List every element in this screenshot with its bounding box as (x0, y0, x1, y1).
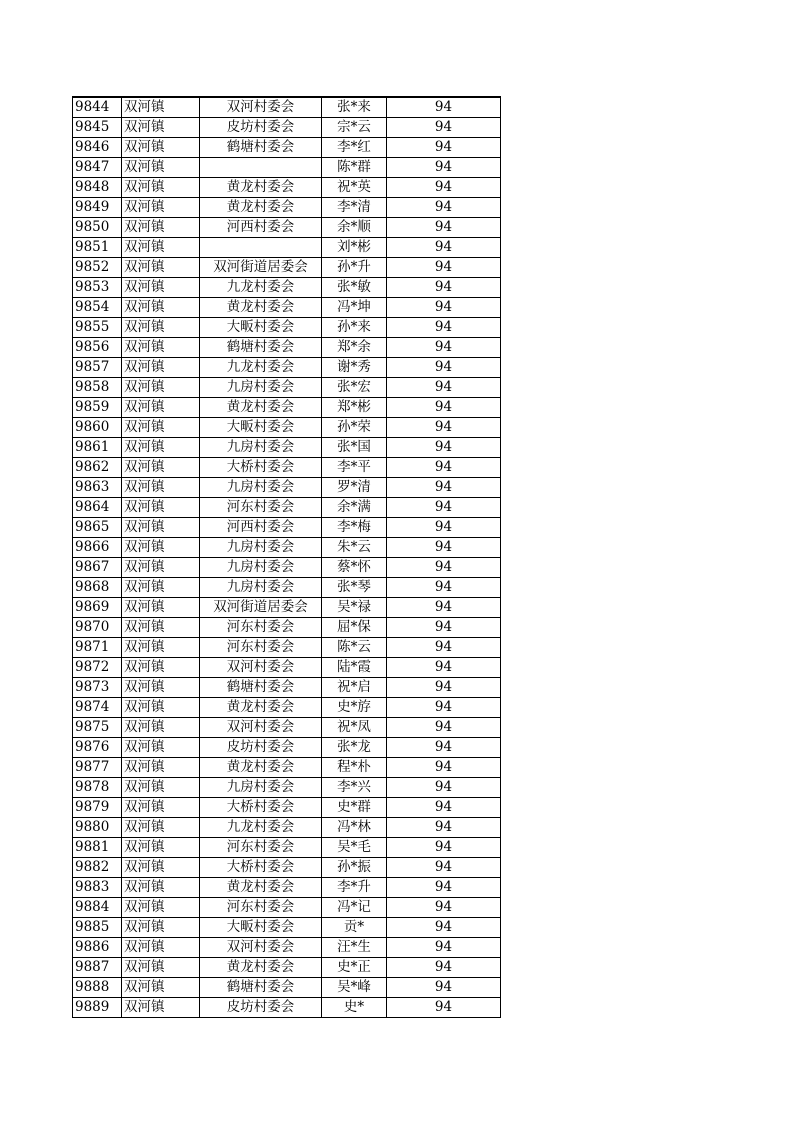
cell-town: 双河镇 (122, 658, 200, 678)
cell-score: 94 (387, 218, 501, 238)
cell-village: 双河村委会 (200, 938, 322, 958)
cell-town: 双河镇 (122, 298, 200, 318)
cell-town: 双河镇 (122, 198, 200, 218)
table-row (73, 898, 501, 918)
cell-village (200, 158, 322, 178)
cell-id: 9879 (73, 798, 122, 818)
cell-name: 祝*英 (322, 178, 387, 198)
table-row (73, 118, 501, 138)
cell-score: 94 (387, 798, 501, 818)
cell-name: 史*正 (322, 958, 387, 978)
table-row (73, 418, 501, 438)
cell-name: 孙*振 (322, 858, 387, 878)
cell-score: 94 (387, 458, 501, 478)
cell-village: 河西村委会 (200, 518, 322, 538)
table-row (73, 198, 501, 218)
cell-village: 大畈村委会 (200, 318, 322, 338)
table-row (73, 958, 501, 978)
cell-town: 双河镇 (122, 518, 200, 538)
cell-village: 大畈村委会 (200, 418, 322, 438)
cell-id: 9847 (73, 158, 122, 178)
cell-score: 94 (387, 718, 501, 738)
cell-town: 双河镇 (122, 718, 200, 738)
table-row (73, 918, 501, 938)
table-row (73, 578, 501, 598)
cell-id: 9885 (73, 918, 122, 938)
cell-village: 皮坊村委会 (200, 118, 322, 138)
cell-score: 94 (387, 678, 501, 698)
cell-score: 94 (387, 638, 501, 658)
table-row (73, 838, 501, 858)
table-row (73, 818, 501, 838)
cell-name: 张*宏 (322, 378, 387, 398)
cell-village: 河东村委会 (200, 638, 322, 658)
table-row (73, 598, 501, 618)
cell-village: 河东村委会 (200, 618, 322, 638)
cell-town: 双河镇 (122, 978, 200, 998)
table-row (73, 978, 501, 998)
cell-town: 双河镇 (122, 938, 200, 958)
cell-id: 9882 (73, 858, 122, 878)
cell-score: 94 (387, 698, 501, 718)
cell-score: 94 (387, 938, 501, 958)
cell-id: 9881 (73, 838, 122, 858)
cell-name: 郑*余 (322, 338, 387, 358)
cell-village: 黄龙村委会 (200, 698, 322, 718)
cell-score: 94 (387, 738, 501, 758)
cell-id: 9857 (73, 358, 122, 378)
cell-id: 9870 (73, 618, 122, 638)
cell-score: 94 (387, 898, 501, 918)
cell-town: 双河镇 (122, 798, 200, 818)
cell-score: 94 (387, 618, 501, 638)
table-row (73, 238, 501, 258)
cell-id: 9850 (73, 218, 122, 238)
cell-id: 9861 (73, 438, 122, 458)
cell-score: 94 (387, 258, 501, 278)
cell-town: 双河镇 (122, 138, 200, 158)
cell-id: 9856 (73, 338, 122, 358)
cell-id: 9854 (73, 298, 122, 318)
cell-town: 双河镇 (122, 698, 200, 718)
cell-town: 双河镇 (122, 398, 200, 418)
cell-name: 孙*来 (322, 318, 387, 338)
cell-id: 9849 (73, 198, 122, 218)
cell-id: 9878 (73, 778, 122, 798)
cell-id: 9874 (73, 698, 122, 718)
table-row (73, 758, 501, 778)
cell-town: 双河镇 (122, 618, 200, 638)
cell-town: 双河镇 (122, 258, 200, 278)
cell-town: 双河镇 (122, 858, 200, 878)
cell-town: 双河镇 (122, 578, 200, 598)
cell-id: 9858 (73, 378, 122, 398)
cell-village: 黄龙村委会 (200, 758, 322, 778)
cell-town: 双河镇 (122, 218, 200, 238)
cell-village: 黄龙村委会 (200, 178, 322, 198)
cell-score: 94 (387, 438, 501, 458)
cell-town: 双河镇 (122, 898, 200, 918)
cell-score: 94 (387, 838, 501, 858)
cell-town: 双河镇 (122, 958, 200, 978)
table-row (73, 138, 501, 158)
cell-town: 双河镇 (122, 478, 200, 498)
cell-name: 祝*凤 (322, 718, 387, 738)
cell-village: 黄龙村委会 (200, 398, 322, 418)
cell-name: 宗*云 (322, 118, 387, 138)
cell-score: 94 (387, 818, 501, 838)
cell-score: 94 (387, 138, 501, 158)
cell-village: 九房村委会 (200, 578, 322, 598)
cell-name: 朱*云 (322, 538, 387, 558)
table-row (73, 338, 501, 358)
cell-name: 吴*毛 (322, 838, 387, 858)
cell-score: 94 (387, 478, 501, 498)
table-row (73, 558, 501, 578)
cell-id: 9864 (73, 498, 122, 518)
cell-name: 谢*秀 (322, 358, 387, 378)
cell-id: 9875 (73, 718, 122, 738)
cell-village: 九房村委会 (200, 538, 322, 558)
table-row (73, 858, 501, 878)
cell-name: 汪*生 (322, 938, 387, 958)
data-table (72, 96, 501, 1018)
cell-village: 九龙村委会 (200, 278, 322, 298)
cell-town: 双河镇 (122, 778, 200, 798)
cell-town: 双河镇 (122, 158, 200, 178)
cell-score: 94 (387, 118, 501, 138)
cell-id: 9844 (73, 97, 122, 118)
cell-name: 张*琴 (322, 578, 387, 598)
cell-village: 大桥村委会 (200, 858, 322, 878)
cell-village: 黄龙村委会 (200, 958, 322, 978)
cell-name: 屈*保 (322, 618, 387, 638)
cell-id: 9848 (73, 178, 122, 198)
cell-score: 94 (387, 298, 501, 318)
cell-score: 94 (387, 538, 501, 558)
cell-name: 李*升 (322, 878, 387, 898)
cell-score: 94 (387, 238, 501, 258)
cell-id: 9868 (73, 578, 122, 598)
cell-town: 双河镇 (122, 238, 200, 258)
cell-village: 皮坊村委会 (200, 998, 322, 1018)
cell-village: 鹤塘村委会 (200, 138, 322, 158)
cell-score: 94 (387, 518, 501, 538)
cell-id: 9859 (73, 398, 122, 418)
cell-village: 九房村委会 (200, 438, 322, 458)
cell-score: 94 (387, 958, 501, 978)
table-row (73, 998, 501, 1018)
table-row (73, 258, 501, 278)
table-row (73, 618, 501, 638)
cell-village: 大桥村委会 (200, 458, 322, 478)
cell-name: 陈*群 (322, 158, 387, 178)
cell-name: 张*龙 (322, 738, 387, 758)
cell-name: 史*群 (322, 798, 387, 818)
table-row (73, 698, 501, 718)
cell-town: 双河镇 (122, 358, 200, 378)
cell-village: 九房村委会 (200, 558, 322, 578)
cell-name: 罗*清 (322, 478, 387, 498)
table-body (73, 97, 501, 1018)
cell-name: 孙*荣 (322, 418, 387, 438)
cell-name: 余*顺 (322, 218, 387, 238)
cell-village: 双河街道居委会 (200, 258, 322, 278)
cell-score: 94 (387, 998, 501, 1018)
cell-id: 9883 (73, 878, 122, 898)
table-row (73, 358, 501, 378)
cell-name: 李*兴 (322, 778, 387, 798)
cell-name: 冯*林 (322, 818, 387, 838)
cell-village: 九房村委会 (200, 478, 322, 498)
cell-score: 94 (387, 598, 501, 618)
table-row (73, 278, 501, 298)
cell-score: 94 (387, 758, 501, 778)
cell-village: 九房村委会 (200, 378, 322, 398)
cell-name: 李*平 (322, 458, 387, 478)
table-row (73, 378, 501, 398)
cell-town: 双河镇 (122, 97, 200, 118)
cell-village: 黄龙村委会 (200, 298, 322, 318)
cell-id: 9862 (73, 458, 122, 478)
cell-village: 鹤塘村委会 (200, 338, 322, 358)
cell-score: 94 (387, 658, 501, 678)
cell-name: 史*斿 (322, 698, 387, 718)
table-row (73, 878, 501, 898)
cell-score: 94 (387, 97, 501, 118)
cell-name: 贡* (322, 918, 387, 938)
cell-score: 94 (387, 378, 501, 398)
cell-id: 9846 (73, 138, 122, 158)
cell-score: 94 (387, 338, 501, 358)
table-row (73, 638, 501, 658)
cell-id: 9852 (73, 258, 122, 278)
cell-village: 大桥村委会 (200, 798, 322, 818)
cell-town: 双河镇 (122, 318, 200, 338)
cell-score: 94 (387, 198, 501, 218)
cell-id: 9867 (73, 558, 122, 578)
cell-name: 陈*云 (322, 638, 387, 658)
cell-score: 94 (387, 498, 501, 518)
cell-name: 张*来 (322, 97, 387, 118)
cell-id: 9845 (73, 118, 122, 138)
cell-name: 冯*坤 (322, 298, 387, 318)
cell-score: 94 (387, 858, 501, 878)
cell-town: 双河镇 (122, 918, 200, 938)
cell-town: 双河镇 (122, 178, 200, 198)
cell-id: 9888 (73, 978, 122, 998)
cell-town: 双河镇 (122, 498, 200, 518)
cell-id: 9871 (73, 638, 122, 658)
cell-village: 皮坊村委会 (200, 738, 322, 758)
cell-id: 9872 (73, 658, 122, 678)
table-row (73, 518, 501, 538)
cell-id: 9855 (73, 318, 122, 338)
cell-id: 9860 (73, 418, 122, 438)
cell-id: 9865 (73, 518, 122, 538)
table-row (73, 778, 501, 798)
cell-name: 吴*峰 (322, 978, 387, 998)
cell-village: 双河村委会 (200, 718, 322, 738)
table-row (73, 738, 501, 758)
table-row (73, 798, 501, 818)
cell-name: 程*朴 (322, 758, 387, 778)
table-row (73, 398, 501, 418)
cell-town: 双河镇 (122, 458, 200, 478)
cell-village: 河西村委会 (200, 218, 322, 238)
cell-village: 双河村委会 (200, 658, 322, 678)
cell-town: 双河镇 (122, 338, 200, 358)
table-row (73, 438, 501, 458)
table-row (73, 178, 501, 198)
cell-name: 蔡*怀 (322, 558, 387, 578)
cell-score: 94 (387, 918, 501, 938)
cell-score: 94 (387, 318, 501, 338)
cell-score: 94 (387, 358, 501, 378)
cell-id: 9887 (73, 958, 122, 978)
cell-id: 9866 (73, 538, 122, 558)
table-row (73, 658, 501, 678)
cell-name: 吴*禄 (322, 598, 387, 618)
cell-village: 河东村委会 (200, 898, 322, 918)
cell-id: 9889 (73, 998, 122, 1018)
cell-id: 9863 (73, 478, 122, 498)
table-row (73, 458, 501, 478)
cell-village: 双河街道居委会 (200, 598, 322, 618)
cell-name: 刘*彬 (322, 238, 387, 258)
cell-town: 双河镇 (122, 818, 200, 838)
cell-town: 双河镇 (122, 638, 200, 658)
cell-name: 陆*霞 (322, 658, 387, 678)
cell-town: 双河镇 (122, 418, 200, 438)
cell-village: 黄龙村委会 (200, 198, 322, 218)
cell-name: 孙*升 (322, 258, 387, 278)
cell-town: 双河镇 (122, 558, 200, 578)
cell-id: 9851 (73, 238, 122, 258)
table-row (73, 158, 501, 178)
cell-town: 双河镇 (122, 838, 200, 858)
table-row (73, 678, 501, 698)
cell-town: 双河镇 (122, 998, 200, 1018)
cell-village: 双河村委会 (200, 97, 322, 118)
cell-town: 双河镇 (122, 278, 200, 298)
cell-score: 94 (387, 178, 501, 198)
cell-score: 94 (387, 398, 501, 418)
cell-town: 双河镇 (122, 118, 200, 138)
cell-name: 张*国 (322, 438, 387, 458)
cell-id: 9853 (73, 278, 122, 298)
cell-name: 李*红 (322, 138, 387, 158)
cell-village: 鹤塘村委会 (200, 978, 322, 998)
cell-score: 94 (387, 578, 501, 598)
cell-id: 9869 (73, 598, 122, 618)
table-row (73, 218, 501, 238)
cell-village: 九房村委会 (200, 778, 322, 798)
cell-score: 94 (387, 878, 501, 898)
table-row (73, 97, 501, 118)
cell-name: 李*清 (322, 198, 387, 218)
cell-village: 九龙村委会 (200, 358, 322, 378)
table-row (73, 318, 501, 338)
cell-name: 郑*彬 (322, 398, 387, 418)
cell-name: 李*梅 (322, 518, 387, 538)
cell-village: 黄龙村委会 (200, 878, 322, 898)
cell-score: 94 (387, 778, 501, 798)
cell-village: 鹤塘村委会 (200, 678, 322, 698)
cell-id: 9884 (73, 898, 122, 918)
table-row (73, 718, 501, 738)
cell-id: 9876 (73, 738, 122, 758)
cell-name: 史* (322, 998, 387, 1018)
cell-score: 94 (387, 978, 501, 998)
cell-score: 94 (387, 278, 501, 298)
cell-village: 大畈村委会 (200, 918, 322, 938)
cell-town: 双河镇 (122, 738, 200, 758)
cell-id: 9877 (73, 758, 122, 778)
table-row (73, 938, 501, 958)
cell-score: 94 (387, 558, 501, 578)
cell-id: 9873 (73, 678, 122, 698)
table-row (73, 298, 501, 318)
cell-town: 双河镇 (122, 598, 200, 618)
cell-village: 河东村委会 (200, 838, 322, 858)
cell-village: 河东村委会 (200, 498, 322, 518)
table-row (73, 478, 501, 498)
cell-town: 双河镇 (122, 758, 200, 778)
table-row (73, 498, 501, 518)
cell-id: 9886 (73, 938, 122, 958)
cell-village: 九龙村委会 (200, 818, 322, 838)
cell-town: 双河镇 (122, 378, 200, 398)
cell-village (200, 238, 322, 258)
cell-town: 双河镇 (122, 438, 200, 458)
cell-town: 双河镇 (122, 878, 200, 898)
cell-name: 张*敏 (322, 278, 387, 298)
cell-name: 余*满 (322, 498, 387, 518)
cell-score: 94 (387, 418, 501, 438)
cell-score: 94 (387, 158, 501, 178)
table-row (73, 538, 501, 558)
cell-id: 9880 (73, 818, 122, 838)
cell-name: 冯*记 (322, 898, 387, 918)
cell-town: 双河镇 (122, 538, 200, 558)
cell-name: 祝*启 (322, 678, 387, 698)
cell-town: 双河镇 (122, 678, 200, 698)
